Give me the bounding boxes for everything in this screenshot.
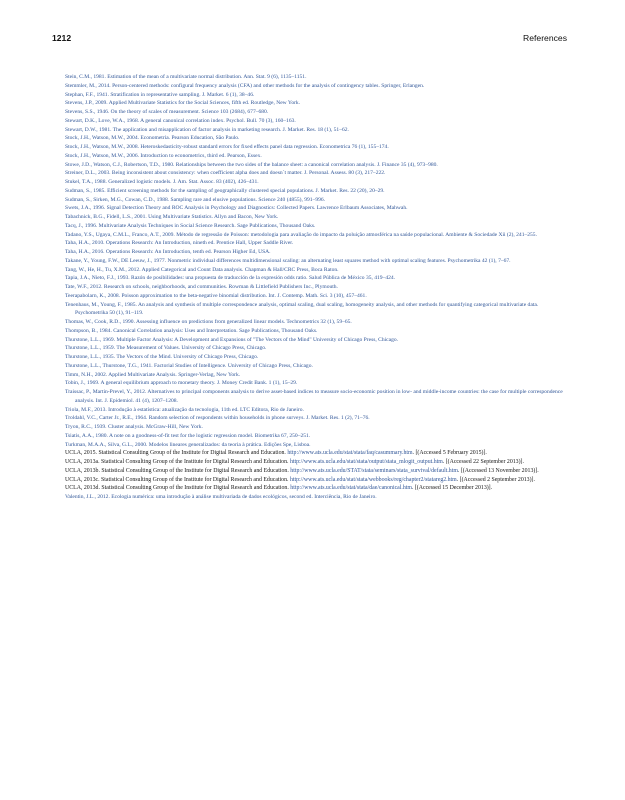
reference-entry	[65, 432, 567, 441]
reference-entry[interactable]	[65, 458, 567, 467]
reference-entry	[65, 239, 567, 248]
reference-text: Thurstone, L.L., 1959. The Measurement of Values. University of Chicago Press, Chicago.	[65, 345, 267, 352]
reference-entry	[65, 353, 567, 362]
reference-entry	[65, 336, 567, 345]
reference-access-note: . [(Accessed 15 December 2013)].	[411, 485, 493, 492]
reference-text: UCLA, 2013b. Statistical Consulting Group of the Institute for Digital Research and Education.	[65, 467, 291, 474]
reference-entry	[65, 266, 567, 275]
reference-text: Troldahl, V.C., Carter Jr., R.E., 1964. Random selection of respondents within households in phone surveys. J. Market. Res. 1 (2), 71–76.	[65, 415, 370, 422]
reference-entry	[65, 222, 567, 231]
reference-text: Tenenhaus, M., Young, F., 1985. An analysis and synthesis of multiple correspondence analysis, optimal scaling, dual scaling, homogeneity analysis, and other methods for quantifying categorical multivariate data. Psychometrika 50 (1), 91–119.	[65, 301, 539, 317]
reference-entry	[65, 82, 567, 91]
reference-text: Taha, H.A., 2010. Operations Research: An Introduction, nineth ed. Prentice Hall, Upper Saddle River.	[65, 240, 294, 247]
reference-entry	[65, 318, 567, 327]
reference-text: Tapia, J.A., Nieto, F.J., 1993. Razón de posibilidades: una propuesta de traducción de la expresión odds ratio. Salud Pública de México 35, 419–424.	[65, 275, 396, 282]
reference-text: Thomas, W., Cook, R.D., 1990. Assessing influence on predictions from generalized linear models. Technometrics 32 (1), 59–65.	[65, 319, 352, 325]
reference-entry	[65, 344, 567, 353]
reference-entry	[65, 231, 567, 240]
reference-entry	[65, 196, 567, 205]
reference-access-note: . [(Accessed 2 September 2013)].	[456, 476, 535, 483]
page-number: 1212	[52, 33, 72, 43]
reference-text: Takane, Y., Young, F.W., DE Leeuw, J., 1977. Nonmetric individual differences multidimensional scaling: an alternating least squares method with optimal scaling features. Psychometrika 42 (1), 7–67.	[65, 257, 511, 264]
running-head: References	[523, 33, 567, 43]
reference-text: Valentin, J.L., 2012. Ecologia numérica: uma introdução à análise multivariada de dados ecológicos, second ed. Interciência, Rio de Janeiro.	[65, 494, 377, 500]
reference-text: UCLA, 2015. Statistical Consulting Group of the Institute for Digital Research and Education.	[65, 450, 288, 457]
reference-text: Stevens, J.P., 2009. Applied Multivariate Statistics for the Social Sciences, fifth ed. Routledge, New York.	[65, 100, 301, 107]
reference-entry	[65, 388, 567, 406]
reference-text: Stock, J.H., Watson, M.W., 2008. Heteroskedasticity-robust standard errors for fixed effects panel data regression. Econometrica 76 (1), 155–174.	[65, 144, 389, 150]
reference-text: Stewart, D.K., Love, W.A., 1968. A general canonical correlation index. Psychol. Bull. 70 (3), 160–163.	[65, 117, 296, 124]
reference-entry	[65, 301, 567, 319]
reference-entry	[65, 178, 567, 187]
reference-entry	[65, 187, 567, 196]
reference-text: Tang, W., He, H., Tu, X.M., 2012. Applied Categorical and Count Data analysis. Chapman & Hall/CRC Press, Boca Raton.	[65, 266, 339, 273]
reference-text: Turkman, M.A.A., Silva, G.L., 2000. Modelos lineares generalizados: da teoria à prática. Edições Spe, Lisboa.	[65, 441, 311, 448]
reference-entry	[65, 257, 567, 266]
reference-url-link[interactable]: http://www.ats.ucla.edu/stat/stata/output/stata_mlogit_output.htm	[289, 459, 443, 465]
page-header	[52, 33, 567, 47]
reference-url-link[interactable]: http://www.ats.ucla.edu/stat/stata/webbooks/reg/chapter2/statareg2.htm	[289, 476, 457, 483]
reference-text: Stock, J.H., Watson, M.W., 2004. Econometria. Pearson Education, São Paulo.	[65, 135, 240, 142]
reference-entry	[65, 143, 567, 152]
reference-entry	[65, 152, 567, 161]
reference-text: Stevens, S.S., 1946. On the theory of scales of measurement. Science 103 (2684), 677–680.	[65, 109, 269, 115]
reference-url-link[interactable]: http://www.ats.ucla.edu/stat/stata/faq/casummary.htm	[287, 450, 413, 457]
reference-entry	[65, 371, 567, 380]
reference-text: Stemmler, M., 2014. Person-centered methods: configural frequency analysis (CFA) and other methods for the analysis of contingency tables. Springer, Erlangen.	[65, 82, 425, 89]
reference-entry	[65, 493, 567, 502]
reference-entry[interactable]	[65, 484, 567, 493]
reference-entry	[65, 441, 567, 450]
reference-url-link[interactable]: http://www.ats.ucla.edu/stat/stata/dae/canonical.htm	[290, 485, 412, 492]
reference-entry	[65, 274, 567, 283]
reference-entry	[65, 134, 567, 143]
reference-entry[interactable]	[65, 476, 567, 485]
reference-text: Traissac, P., Martin-Prevel, Y., 2012. Alternatives to principal components analysis to derive asset-based indices to measure socio-economic position in low- and middle-income countries: the case for multiple correspondence analysis. Int. J. Epidemiol. 41 (4), 1207–1208.	[65, 389, 563, 404]
reference-entry	[65, 213, 567, 222]
reference-entry[interactable]	[65, 467, 567, 476]
reference-entry	[65, 91, 567, 100]
reference-entry	[65, 73, 567, 82]
reference-text: Stowe, J.D., Watson, C.J., Robertson, T.D., 1980. Relationships between the two sides of the balance sheet: a canonical correlation analysis. J. Finance 35 (4), 973–980.	[65, 161, 438, 168]
reference-entry	[65, 327, 567, 336]
reference-text: Timm, N.H., 2002. Applied Multivariate Analysis. Springer-Verlag, New York.	[65, 371, 241, 378]
reference-text: Thurstone, L.L., 1935. The Vectors of the Mind. University of Chicago Press, Chicago.	[65, 354, 259, 360]
reference-entry[interactable]	[65, 449, 567, 458]
reference-text: Thurstone, L.L., 1969. Multiple Factor Analysis: A Development and Expansions of "The Vectors of the Mind" University of Chicago Press, Chicago.	[65, 336, 399, 343]
reference-text: Stein, C.M., 1981. Estimation of the mean of a multivariate normal distribution. Ann. Stat. 9 (6), 1135–1151.	[65, 74, 307, 80]
reference-text: Tacq, J., 1996. Multivariate Analysis Techniques in Social Science Research. Sage Publications, Thousand Oaks.	[65, 222, 316, 229]
reference-text: Stukel, T.A., 1988. Generalized logistic models. J. Am. Stat. Assoc. 83 (402), 426–431.	[65, 179, 259, 185]
reference-access-note: . [(Accessed 5 February 2015)].	[412, 450, 487, 457]
reference-entry	[65, 169, 567, 178]
reference-text: Stephan, F.F., 1941. Stratification in representative sampling. J. Market. 6 (1), 38–46.	[65, 91, 255, 98]
reference-access-note: . [(Accessed 13 November 2013)].	[457, 467, 539, 474]
reference-entry	[65, 283, 567, 292]
reference-text: Teerapabolarn, K., 2008. Poisson approximation to the beta-negative binomial distribution. Int. J. Contemp. Math. Sci. 3 (10), 457–461.	[65, 292, 367, 299]
reference-text: Taha, H.A., 2016. Operations Research: An Introduction, tenth ed. Pearson Higher Ed, USA.	[65, 249, 271, 255]
reference-list	[65, 73, 567, 502]
reference-text: Thompson, B., 1984. Canonical Correlation analysis: Uses and Interpretation. Sage Publications, Thousand Oaks.	[65, 327, 318, 334]
reference-text: Sudman, S., 1985. Efficient screening methods for the sampling of geographically clustered special populations. J. Market. Res. 22 (20), 20–29.	[65, 187, 385, 194]
reference-text: Tryon, R.C., 1939. Cluster analysis. McGraw-Hill, New York.	[65, 424, 203, 430]
reference-entry	[65, 126, 567, 135]
reference-entry	[65, 423, 567, 432]
reference-entry	[65, 204, 567, 213]
reference-text: Stock, J.H., Watson, M.W., 2006. Introduction to econometrics, third ed. Pearson, Essex.	[65, 152, 262, 159]
reference-text: UCLA, 2013a. Statistical Consulting Group of the Institute for Digital Research and Education.	[65, 459, 290, 465]
reference-text: Triola, M.F., 2013. Introdução à estatística: atualização da tecnologia, 11th ed. LTC Editora, Rio de Janeiro.	[65, 406, 304, 413]
reference-text: UCLA, 2013d. Statistical Consulting Group of the Institute for Digital Research and Education.	[65, 485, 291, 492]
reference-entry	[65, 406, 567, 415]
reference-text: Stewart, D.W., 1981. The application and misapplication of factor analysis in marketing research. J. Market. Res. 18 (1), 51–62.	[65, 126, 349, 133]
reference-text: Tobin, J., 1969. A general equilibrium approach to monetary theory. J. Money Credit Bank. 1 (1), 15–29.	[65, 380, 298, 387]
reference-entry	[65, 414, 567, 423]
reference-access-note: . [(Accessed 22 September 2013)].	[442, 459, 524, 465]
reference-entry	[65, 108, 567, 117]
reference-text: Tsiatis, A.A., 1980. A note on a goodness-of-fit test for the logistic regression model. Biometrika 67, 250–251.	[65, 432, 311, 439]
reference-url-link[interactable]: http://www.ats.ucla.edu/STAT/stata/seminars/stata_survival/default.htm	[290, 467, 458, 474]
reference-text: Thurstone, L.L., Thurstone, T.G., 1941. Factorial Studies of Intelligence. University of Chicago Press, Chicago.	[65, 362, 313, 369]
reference-text: Sudman, S., Sirken, M.G., Cowan, C.D., 1988. Sampling rare and elusive populations. Science 240 (4855), 991–996.	[65, 196, 326, 203]
reference-entry	[65, 117, 567, 126]
reference-text: Tate, W.F., 2012. Research on schools, neighborhoods, and communities. Rowman & Littlefield Publishers Inc., Plymouth.	[65, 284, 338, 290]
reference-text: Tadano, Y.S., Ugaya, C.M.L., Franco, A.T., 2009. Método de regressão de Poisson: metodologia para avaliação do impacto da poluição atmosférica na saúde populacional. Ambiente & Sociedade Xii (2), 241–255.	[65, 231, 537, 238]
reference-entry	[65, 161, 567, 170]
reference-entry	[65, 248, 567, 257]
reference-text: Streiner, D.L., 2003. Being inconsistent about consistency: when coefficient alpha does and doesn´t matter. J. Personal. Assess. 80 (3), 217–222.	[65, 170, 386, 177]
reference-entry	[65, 292, 567, 301]
reference-text: Tabachnick, B.G., Fidell, L.S., 2001. Using Multivariate Statistics. Allyn and Bacon, New York.	[65, 214, 279, 220]
reference-text: Swets, J.A., 1996. Signal Detection Theory and ROC Analysis in Psychology and Diagnostics: Collected Papers. Lawrence Erlbaum Associates, Mahwah.	[65, 205, 408, 212]
reference-entry	[65, 379, 567, 388]
reference-entry	[65, 99, 567, 108]
reference-entry	[65, 362, 567, 371]
reference-text: UCLA, 2013c. Statistical Consulting Group of the Institute for Digital Research and Education.	[65, 476, 290, 483]
